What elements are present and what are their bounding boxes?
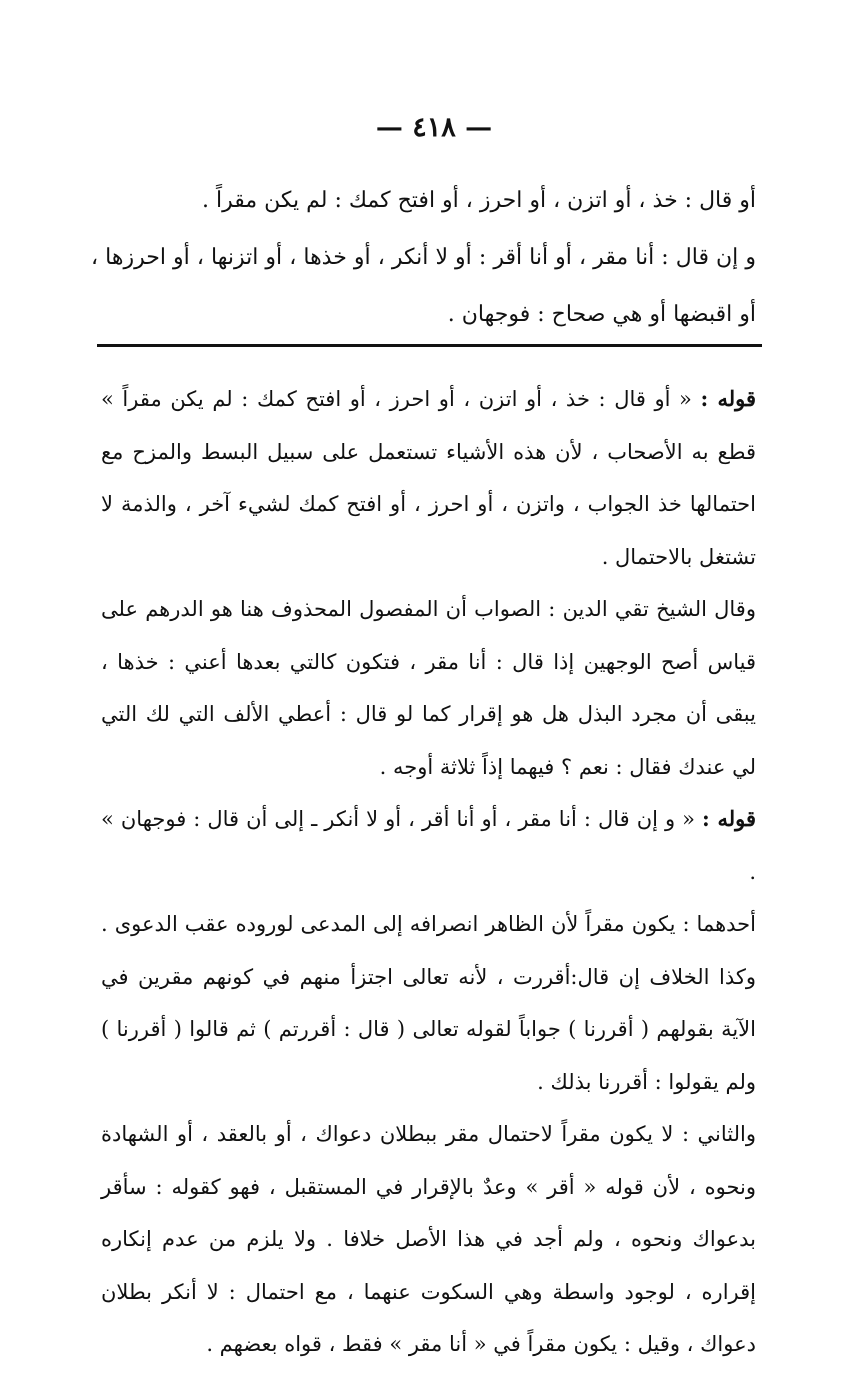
page-number: — ٤١٨ — xyxy=(375,112,493,143)
commentary-paragraph xyxy=(101,1108,756,1371)
main-paragraph: أو قال : خذ ، أو اتزن ، أو احرز ، أو افتح كمك : لم يكن مقراً . xyxy=(201,188,756,213)
section-divider xyxy=(97,344,762,347)
main-paragraph: و إن قال : أنا مقر ، أو أنا أقر : أو لا أنكر ، أو خذها ، أو اتزنها ، أو احرزها ، أو اقبضها أو هي صحاح : فوجهان . xyxy=(91,245,756,327)
main-text xyxy=(91,172,756,343)
commentary-lead: قوله : xyxy=(700,386,757,411)
commentary-lead: قوله : xyxy=(702,806,757,831)
commentary-text: « أو قال : خذ ، أو اتزن ، أو احرز ، أو افتح كمك : لم يكن مقراً » قطع به الأصحاب ، لأن هذه الأشياء تستعمل على سبيل البسط والمزح مع احتمالها خذ الجواب ، واتزن ، أو احرز ، أو افتح كمك لشيء آخر ، والذمة لا تشتغل بالاحتمال . xyxy=(101,387,756,569)
commentary-paragraph xyxy=(101,793,756,898)
commentary-text: وقال الشيخ تقي الدين : الصواب أن المفصول المحذوف هنا هو الدرهم على قياس أصح الوجهين إذا قال : أنا مقر ، فتكون كالتي بعدها أعني : خذها ، يبقى أن مجرد البذل هل هو إقرار كما لو قال : أعطي الألف التي لك التي لي عندك فقال : نعم ؟ فيهما إذاً ثلاثة أوجه . xyxy=(101,597,756,779)
commentary-text: أحدهما : يكون مقراً لأن الظاهر انصرافه إلى المدعى لوروده عقب الدعوى . وكذا الخلاف إن قال:أقررت ، لأنه تعالى اجتزأ منهم في كونهم مقرين في الآية بقولهم ( أقررنا ) جواباً لقوله تعالى ( قال : أقررتم ) ثم قالوا ( أقررنا ) ولم يقولوا : أقررنا بذلك . xyxy=(101,912,756,1094)
commentary-paragraph xyxy=(101,898,756,1108)
commentary-text: « و إن قال : أنا مقر ، أو أنا أقر ، أو لا أنكر ـ إلى أن قال : فوجهان » . xyxy=(101,807,756,884)
commentary-paragraph xyxy=(101,373,756,583)
commentary xyxy=(101,373,756,1371)
commentary-text: والثاني : لا يكون مقراً لاحتمال مقر ببطلان دعواك ، أو بالعقد ، أو الشهادة ونحوه ، لأن قوله « أقر » وعدٌ بالإقرار في المستقبل ، فهو كقوله : سأقر بدعواك ونحوه ، ولم أجد في هذا الأصل خلافا . ولا يلزم من عدم إنكاره إقراره ، لوجود واسطة وهي السكوت عنهما ، مع احتمال : لا أنكر بطلان دعواك ، وقيل : يكون مقراً في « أنا مقر » فقط ، قواه بعضهم . xyxy=(101,1122,756,1356)
commentary-paragraph xyxy=(101,583,756,793)
